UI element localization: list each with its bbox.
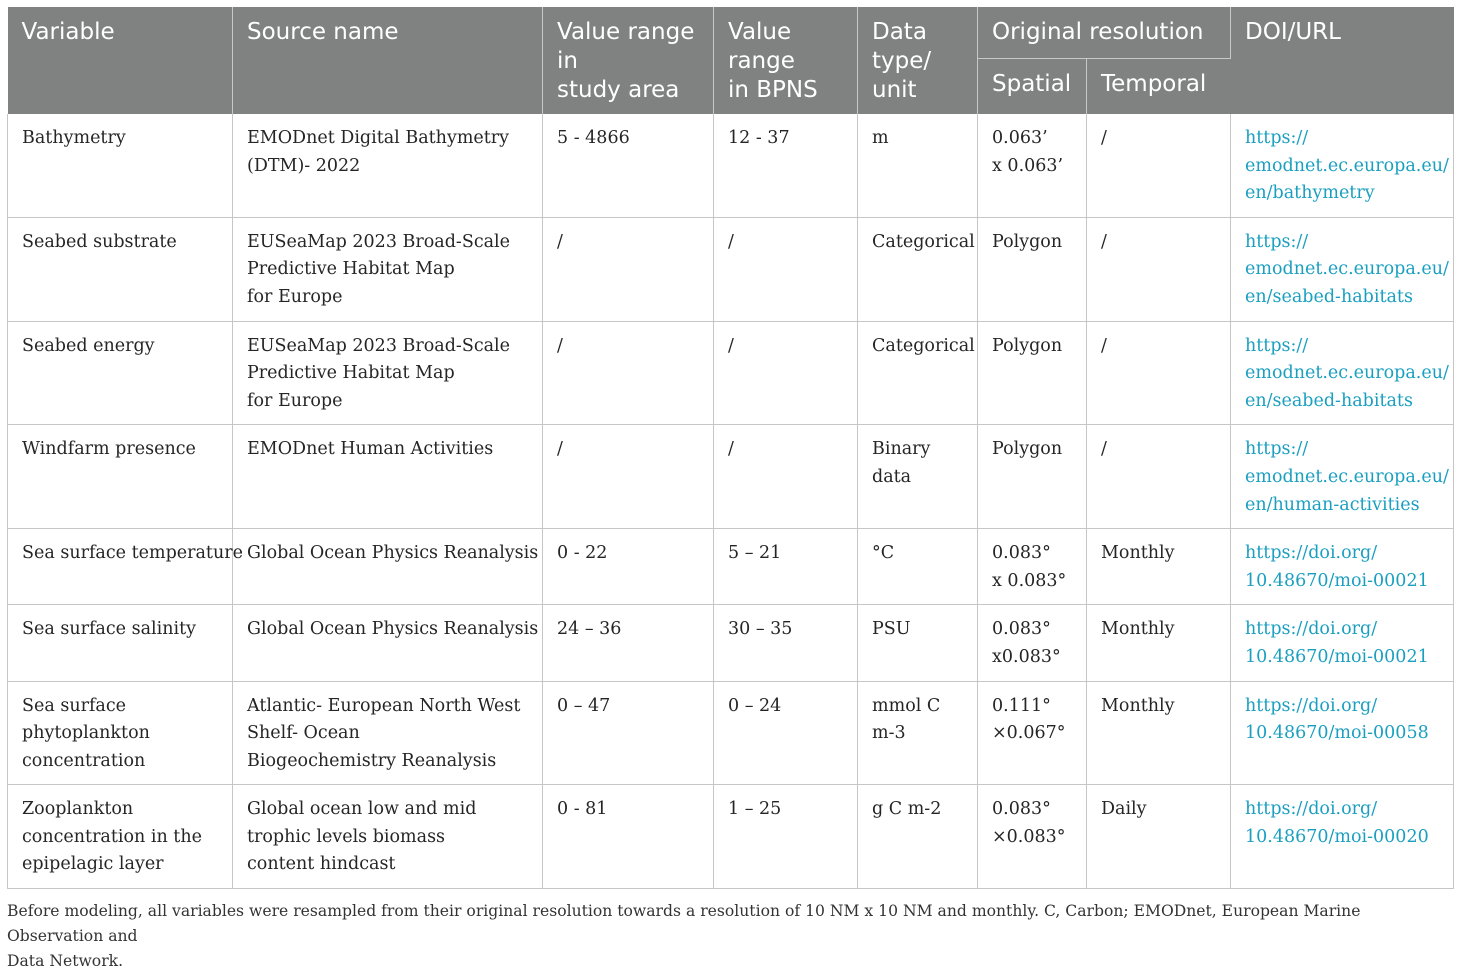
cell-text-line: Predictive Habitat Map — [247, 363, 455, 384]
cell-text-line: / — [557, 335, 563, 356]
table-row — [8, 605, 1454, 681]
cell-text-line: °C — [872, 543, 895, 564]
text-line: in BPNS — [728, 77, 818, 103]
cell-text-line: Monthly — [1101, 619, 1175, 640]
cell-text-line: concentration — [22, 750, 146, 771]
doi-link-line[interactable]: https:// — [1245, 231, 1309, 252]
cell-text-line: mmol C — [872, 695, 941, 716]
cell-text-line: Global Ocean Physics Reanalysis — [247, 619, 539, 640]
cell-text-line: 30 – 35 — [728, 619, 793, 640]
table-row — [8, 681, 1454, 785]
cell-spatial — [978, 605, 1087, 681]
cell-text-line: / — [1101, 128, 1107, 148]
cell-text-line: Bathymetry — [22, 128, 126, 148]
doi-link-line[interactable]: en/human-activities — [1245, 494, 1420, 515]
doi-link-line[interactable]: https://doi.org/ — [1245, 543, 1378, 564]
cell-text-line: Binary — [872, 439, 931, 460]
cell-text-line: EMODnet Digital Bathymetry — [247, 128, 510, 148]
cell-text-line: m — [872, 128, 889, 148]
cell-value-range-bpns — [714, 217, 858, 321]
cell-text-line: 1 – 25 — [728, 799, 782, 820]
cell-text-line: 0.083° — [992, 543, 1051, 564]
cell-value-range-bpns — [714, 785, 858, 889]
cell-temporal — [1087, 605, 1231, 681]
cell-temporal — [1087, 681, 1231, 785]
cell-text-line: PSU — [872, 619, 911, 640]
cell-source-name — [233, 681, 543, 785]
cell-text-line: Polygon — [992, 439, 1063, 460]
cell-source-name — [233, 785, 543, 889]
text-line: range — [728, 48, 795, 74]
cell-temporal — [1087, 785, 1231, 889]
cell-text-line: Seabed energy — [22, 335, 155, 356]
cell-text-line: / — [557, 439, 563, 460]
cell-value-range-bpns — [714, 321, 858, 425]
cell-text-line: Shelf- Ocean — [247, 723, 360, 744]
cell-data-type-unit — [858, 321, 978, 425]
text-line: Value — [728, 19, 792, 45]
text-line: Data Network. — [7, 952, 124, 970]
cell-text-line: 5 – 21 — [728, 543, 782, 564]
table-body — [8, 114, 1454, 889]
text-line: Before modeling, all variables were resampled from their original resolution towards a resolution of 10 NM x 10 NM and monthly. C, Carbon; EMODnet, European Marine Observation and — [7, 902, 1361, 945]
header-row — [8, 7, 1454, 59]
cell-text-line: x0.083° — [992, 646, 1061, 667]
cell-value-range-study — [543, 217, 714, 321]
doi-link-line[interactable]: en/seabed-habitats — [1245, 390, 1413, 411]
cell-doi-url[interactable] — [1231, 605, 1454, 681]
cell-text-line: Windfarm presence — [22, 439, 196, 460]
table-row — [8, 529, 1454, 605]
cell-text-line: for Europe — [247, 286, 343, 307]
header-data-type-unit — [858, 7, 978, 114]
table-row — [8, 425, 1454, 529]
cell-variable — [8, 217, 233, 321]
doi-link-line[interactable]: en/seabed-habitats — [1245, 286, 1413, 307]
cell-text-line: concentration in the — [22, 826, 202, 847]
doi-link-line[interactable]: 10.48670/moi-00021 — [1245, 570, 1429, 591]
table-row — [8, 114, 1454, 217]
cell-text-line: x 0.063’ — [992, 155, 1064, 176]
doi-link-line[interactable]: 10.48670/moi-00058 — [1245, 723, 1429, 744]
header-value-range-study — [543, 7, 714, 114]
cell-text-line: / — [557, 231, 563, 252]
cell-text-line: Monthly — [1101, 543, 1175, 564]
cell-value-range-bpns — [714, 681, 858, 785]
header-temporal: Temporal — [1087, 59, 1231, 115]
cell-data-type-unit — [858, 217, 978, 321]
cell-variable — [8, 785, 233, 889]
cell-text-line: / — [728, 439, 734, 460]
cell-text-line: / — [728, 335, 734, 356]
cell-variable — [8, 681, 233, 785]
cell-variable — [8, 425, 233, 529]
cell-text-line: Monthly — [1101, 695, 1175, 716]
text-line: type/ — [872, 48, 932, 74]
cell-doi-url[interactable] — [1231, 529, 1454, 605]
cell-variable — [8, 114, 233, 217]
cell-text-line: 0 - 22 — [557, 543, 608, 564]
doi-link-line[interactable]: https:// — [1245, 439, 1309, 460]
cell-source-name — [233, 217, 543, 321]
cell-text-line: 0.063’ — [992, 128, 1048, 148]
doi-link-line[interactable]: https:// — [1245, 335, 1309, 356]
cell-text-line: 0 – 24 — [728, 695, 782, 716]
doi-link-line[interactable]: https://doi.org/ — [1245, 695, 1378, 716]
cell-text-line: phytoplankton — [22, 723, 150, 744]
cell-text-line: EUSeaMap 2023 Broad-Scale — [247, 231, 511, 252]
cell-text-line: 24 – 36 — [557, 619, 622, 640]
cell-text-line: content hindcast — [247, 854, 396, 875]
doi-link-line[interactable]: https:// — [1245, 128, 1309, 148]
cell-text-line: Polygon — [992, 335, 1063, 356]
cell-data-type-unit — [858, 605, 978, 681]
cell-value-range-study — [543, 425, 714, 529]
doi-link-line[interactable]: https://doi.org/ — [1245, 799, 1378, 820]
cell-text-line: Sea surface temperature — [22, 543, 243, 564]
cell-spatial — [978, 114, 1087, 217]
cell-doi-url[interactable] — [1231, 321, 1454, 425]
cell-text-line: EUSeaMap 2023 Broad-Scale — [247, 335, 511, 356]
cell-variable — [8, 605, 233, 681]
cell-text-line: g C m-2 — [872, 799, 942, 820]
doi-link-line[interactable]: en/bathymetry — [1245, 183, 1375, 204]
cell-value-range-bpns — [714, 425, 858, 529]
cell-text-line: Polygon — [992, 231, 1063, 252]
cell-text-line: Sea surface — [22, 695, 127, 716]
cell-spatial — [978, 529, 1087, 605]
header-doi-url: DOI/URL — [1231, 7, 1454, 114]
cell-data-type-unit — [858, 785, 978, 889]
doi-link-line[interactable]: emodnet.ec.europa.eu/ — [1245, 466, 1449, 487]
doi-link-line[interactable]: 10.48670/moi-00020 — [1245, 826, 1429, 847]
table-footnote — [7, 899, 1455, 974]
text-line: Value range — [557, 19, 695, 45]
cell-source-name — [233, 605, 543, 681]
cell-text-line: EMODnet Human Activities — [247, 439, 494, 460]
cell-text-line: / — [728, 231, 734, 252]
cell-data-type-unit — [858, 114, 978, 217]
cell-text-line: Atlantic- European North West — [247, 695, 521, 716]
cell-doi-url[interactable] — [1231, 217, 1454, 321]
cell-text-line: 0 - 81 — [557, 799, 608, 820]
cell-text-line: ×0.083° — [992, 826, 1066, 847]
cell-text-line: / — [1101, 231, 1107, 252]
text-line: unit — [872, 77, 917, 103]
cell-temporal — [1087, 321, 1231, 425]
doi-link-line[interactable]: 10.48670/moi-00021 — [1245, 646, 1429, 667]
cell-value-range-study — [543, 114, 714, 217]
cell-text-line: 12 - 37 — [728, 128, 790, 148]
variables-table — [7, 7, 1454, 889]
cell-text-line: Categorical — [872, 231, 975, 252]
cell-value-range-study — [543, 605, 714, 681]
cell-value-range-study — [543, 321, 714, 425]
cell-text-line: Predictive Habitat Map — [247, 259, 455, 280]
cell-doi-url[interactable] — [1231, 785, 1454, 889]
table-row — [8, 321, 1454, 425]
cell-variable — [8, 529, 243, 605]
cell-doi-url[interactable] — [1231, 114, 1454, 217]
cell-doi-url[interactable] — [1231, 681, 1454, 785]
header-spatial: Spatial — [978, 59, 1087, 115]
cell-text-line: data — [872, 466, 912, 487]
cell-source-name — [233, 529, 543, 605]
cell-text-line: Global Ocean Physics Reanalysis — [247, 543, 539, 564]
cell-value-range-study — [543, 785, 714, 889]
text-line: in — [557, 48, 578, 74]
table-row — [8, 217, 1454, 321]
cell-text-line: 0.083° — [992, 619, 1051, 640]
table-row — [8, 785, 1454, 889]
cell-temporal — [1087, 425, 1231, 529]
cell-value-range-bpns — [714, 529, 858, 605]
cell-temporal — [1087, 217, 1231, 321]
cell-value-range-study — [543, 529, 714, 605]
header-source-name: Source name — [233, 7, 543, 114]
cell-spatial — [978, 785, 1087, 889]
cell-text-line: epipelagic layer — [22, 854, 164, 875]
doi-link-line[interactable]: emodnet.ec.europa.eu/ — [1245, 259, 1449, 280]
cell-text-line: 0 – 47 — [557, 695, 611, 716]
header-value-range-bpns — [714, 7, 858, 114]
cell-text-line: 0.083° — [992, 799, 1051, 820]
cell-text-line: / — [1101, 335, 1107, 356]
cell-doi-url[interactable] — [1231, 425, 1454, 529]
cell-text-line: Daily — [1101, 799, 1147, 820]
cell-text-line: for Europe — [247, 390, 343, 411]
cell-text-line: Zooplankton — [22, 799, 134, 820]
cell-source-name — [233, 321, 543, 425]
cell-temporal — [1087, 114, 1231, 217]
cell-text-line: / — [1101, 439, 1107, 460]
text-line: study area — [557, 77, 680, 103]
cell-spatial — [978, 321, 1087, 425]
header-original-resolution: Original resolution — [978, 7, 1231, 59]
cell-text-line: m-3 — [872, 723, 906, 744]
header-variable: Variable — [8, 7, 233, 114]
cell-data-type-unit — [858, 529, 978, 605]
cell-text-line: 5 - 4866 — [557, 128, 630, 148]
cell-value-range-study — [543, 681, 714, 785]
cell-text-line: Global ocean low and mid — [247, 799, 477, 820]
cell-temporal — [1087, 529, 1231, 605]
cell-variable — [8, 321, 233, 425]
cell-spatial — [978, 425, 1087, 529]
cell-spatial — [978, 217, 1087, 321]
cell-text-line: (DTM)- 2022 — [247, 155, 361, 176]
cell-text-line: Biogeochemistry Reanalysis — [247, 750, 497, 771]
cell-data-type-unit — [858, 425, 978, 529]
cell-text-line: Sea surface salinity — [22, 619, 196, 640]
doi-link-line[interactable]: emodnet.ec.europa.eu/ — [1245, 155, 1449, 176]
cell-source-name — [233, 114, 543, 217]
cell-spatial — [978, 681, 1087, 785]
cell-text-line: Categorical — [872, 335, 975, 356]
text-line: Data — [872, 19, 927, 45]
cell-value-range-bpns — [714, 114, 858, 217]
cell-value-range-bpns — [714, 605, 858, 681]
cell-text-line: trophic levels biomass — [247, 826, 446, 847]
cell-text-line: ×0.067° — [992, 723, 1066, 744]
cell-source-name — [233, 425, 543, 529]
doi-link-line[interactable]: emodnet.ec.europa.eu/ — [1245, 363, 1449, 384]
cell-text-line: Seabed substrate — [22, 231, 177, 252]
cell-text-line: 0.111° — [992, 695, 1051, 716]
cell-text-line: x 0.083° — [992, 570, 1067, 591]
cell-data-type-unit — [858, 681, 978, 785]
doi-link-line[interactable]: https://doi.org/ — [1245, 619, 1378, 640]
